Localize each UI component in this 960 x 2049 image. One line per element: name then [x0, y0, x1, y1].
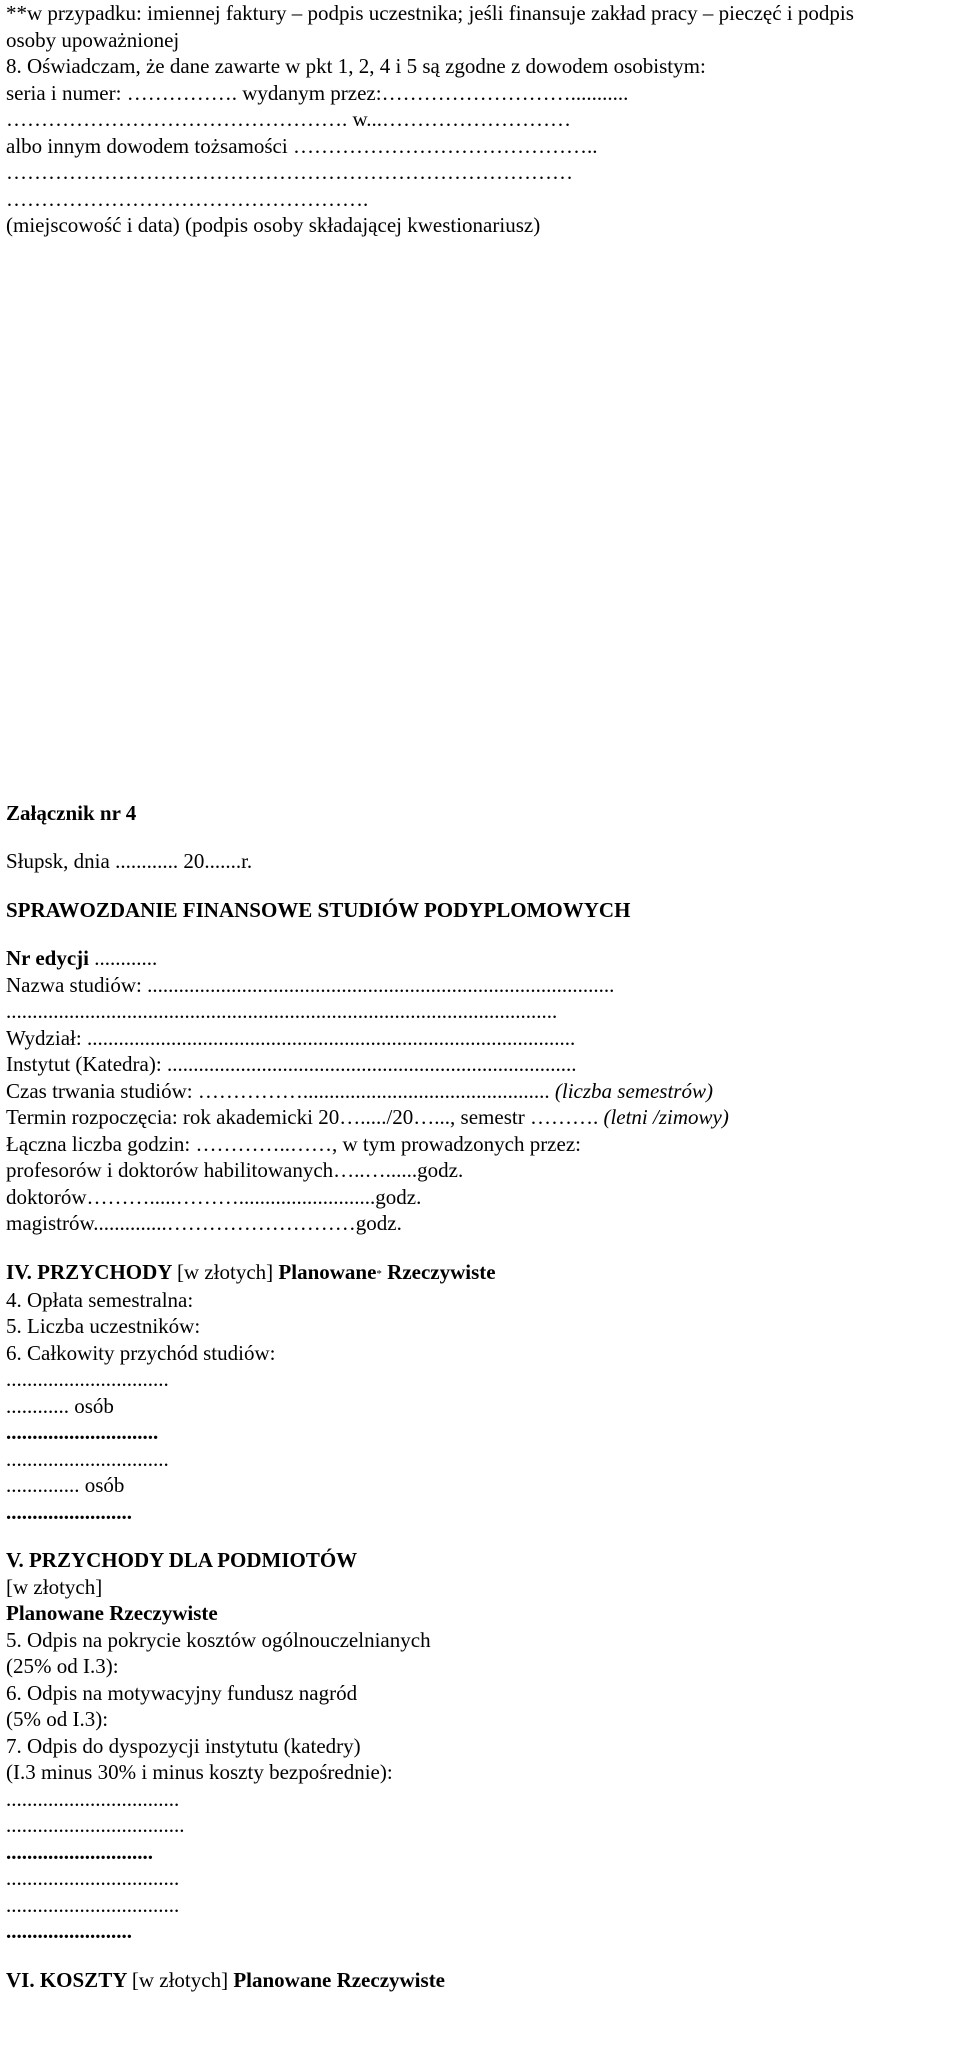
v-item-5-note: (25% od I.3):: [6, 1654, 119, 1679]
institute-line: Instytut (Katedra): ..............................................................................: [6, 1052, 577, 1076]
document-page: [6, 0, 950, 1993]
signature-dotted-line: …………………………………………….: [6, 186, 369, 211]
iv-item-4: 4. Opłata semestralna:: [6, 1287, 194, 1312]
iv-value-1: ...............................: [6, 1367, 169, 1392]
v-value-3: ............................: [6, 1839, 153, 1864]
annex-title: Załącznik nr 4: [6, 800, 137, 825]
iv-value-4: ...............................: [6, 1446, 169, 1471]
iv-item-6: 6. Całkowity przychód studiów:: [6, 1340, 276, 1365]
other-id-line: albo innym dowodem tożsamości ……………………………………..: [6, 133, 598, 158]
total-hours-line: Łączna liczba godzin: …………..……, w tym prowadzonych przez:: [6, 1131, 581, 1156]
report-heading: SPRAWOZDANIE FINANSOWE STUDIÓW PODYPLOMOWYCH: [6, 897, 631, 922]
section-v-columns: Planowane Rzeczywiste: [6, 1601, 218, 1626]
edition-value: ............: [89, 946, 158, 970]
section-v-unit: [w złotych]: [6, 1574, 103, 1599]
hours-doctors-line: doktorów……….....………..........................godz.: [6, 1184, 422, 1209]
v-item-7-note: (I.3 minus 30% i minus koszty bezpośrednie):: [6, 1760, 393, 1785]
start-term-text: Termin rozpoczęcia: rok akademicki 20…...../20…..., semestr ……….: [6, 1105, 604, 1129]
iv-value-2: ............ osób: [6, 1393, 114, 1418]
iv-value-5: .............. osób: [6, 1473, 125, 1498]
signature-caption: (miejscowość i data) (podpis osoby składającej kwestionariusz): [6, 213, 541, 237]
iv-value-6: ........................: [6, 1499, 132, 1524]
v-value-1: .................................: [6, 1786, 180, 1811]
declaration-line: 8. Oświadczam, że dane zawarte w pkt 1, 2, 4 i 5 są zgodne z dowodem osobistym:: [6, 54, 706, 78]
section-v-heading: V. PRZYCHODY DLA PODMIOTÓW: [6, 1548, 358, 1573]
footnote-line-2: osoby upoważnionej: [6, 27, 180, 52]
start-term-note: (letni /zimowy): [603, 1105, 729, 1129]
duration-note: (liczba semestrów): [554, 1078, 713, 1103]
issued-by-line: …………………………………………. w...………………………: [6, 107, 572, 131]
faculty-line: Wydział: .............................................................................................: [6, 1025, 576, 1050]
edition-label: Nr edycji: [6, 946, 90, 970]
section-iv-star: *: [376, 1267, 382, 1280]
section-iv-planned: Planowane: [278, 1259, 377, 1284]
section-vi-columns: Planowane Rzeczywiste: [233, 1967, 446, 1992]
edition-line: [6, 945, 950, 972]
v-value-6: ........................: [6, 1919, 132, 1944]
v-item-6: 6. Odpis na motywacyjny fundusz nagród: [6, 1680, 358, 1705]
id-series-line: seria i numer: ……………. wydanym przez:………………………...........: [6, 80, 629, 105]
duration-line: [6, 1078, 950, 1105]
start-term-line: [6, 1104, 950, 1131]
study-name-line: Nazwa studiów: .........................................................................................: [6, 972, 615, 997]
section-iv-number: IV. PRZYCHODY: [6, 1259, 177, 1284]
dotted-line-1: ………………………………………………………………………: [6, 160, 573, 184]
section-vi-unit: [w złotych]: [131, 1967, 234, 1992]
v-item-5: 5. Odpis na pokrycie kosztów ogólnouczelnianych: [6, 1627, 431, 1652]
section-iv-unit: [w złotych]: [176, 1259, 279, 1284]
v-value-2: ..................................: [6, 1813, 185, 1838]
iv-value-3: .............................: [6, 1420, 159, 1445]
section-vi-heading: [6, 1967, 950, 1994]
section-vi-number: VI. KOSZTY: [6, 1967, 132, 1992]
v-item-6-note: (5% od I.3):: [6, 1707, 109, 1732]
v-value-4: .................................: [6, 1866, 180, 1891]
iv-item-5: 5. Liczba uczestników:: [6, 1314, 201, 1339]
study-name-continuation: .........................................................................................................: [6, 999, 558, 1023]
hours-masters-line: magistrów..............………………………godz.: [6, 1211, 402, 1235]
footnote-line-1: **w przypadku: imiennej faktury – podpis uczestnika; jeśli finansuje zakład pracy – pieczęć i podpis: [6, 1, 854, 25]
v-value-5: .................................: [6, 1892, 180, 1917]
section-iv-heading: [6, 1259, 950, 1287]
duration-text: Czas trwania studiów: ……………...............................................: [6, 1078, 555, 1103]
v-item-7: 7. Odpis do dyspozycji instytutu (katedry): [6, 1733, 361, 1758]
hours-professors-line: profesorów i doktorów habilitowanych…..…......godz.: [6, 1158, 464, 1182]
section-iv-actual: Rzeczywiste: [381, 1259, 496, 1284]
place-date-line: Słupsk, dnia ............ 20.......r.: [6, 849, 253, 873]
